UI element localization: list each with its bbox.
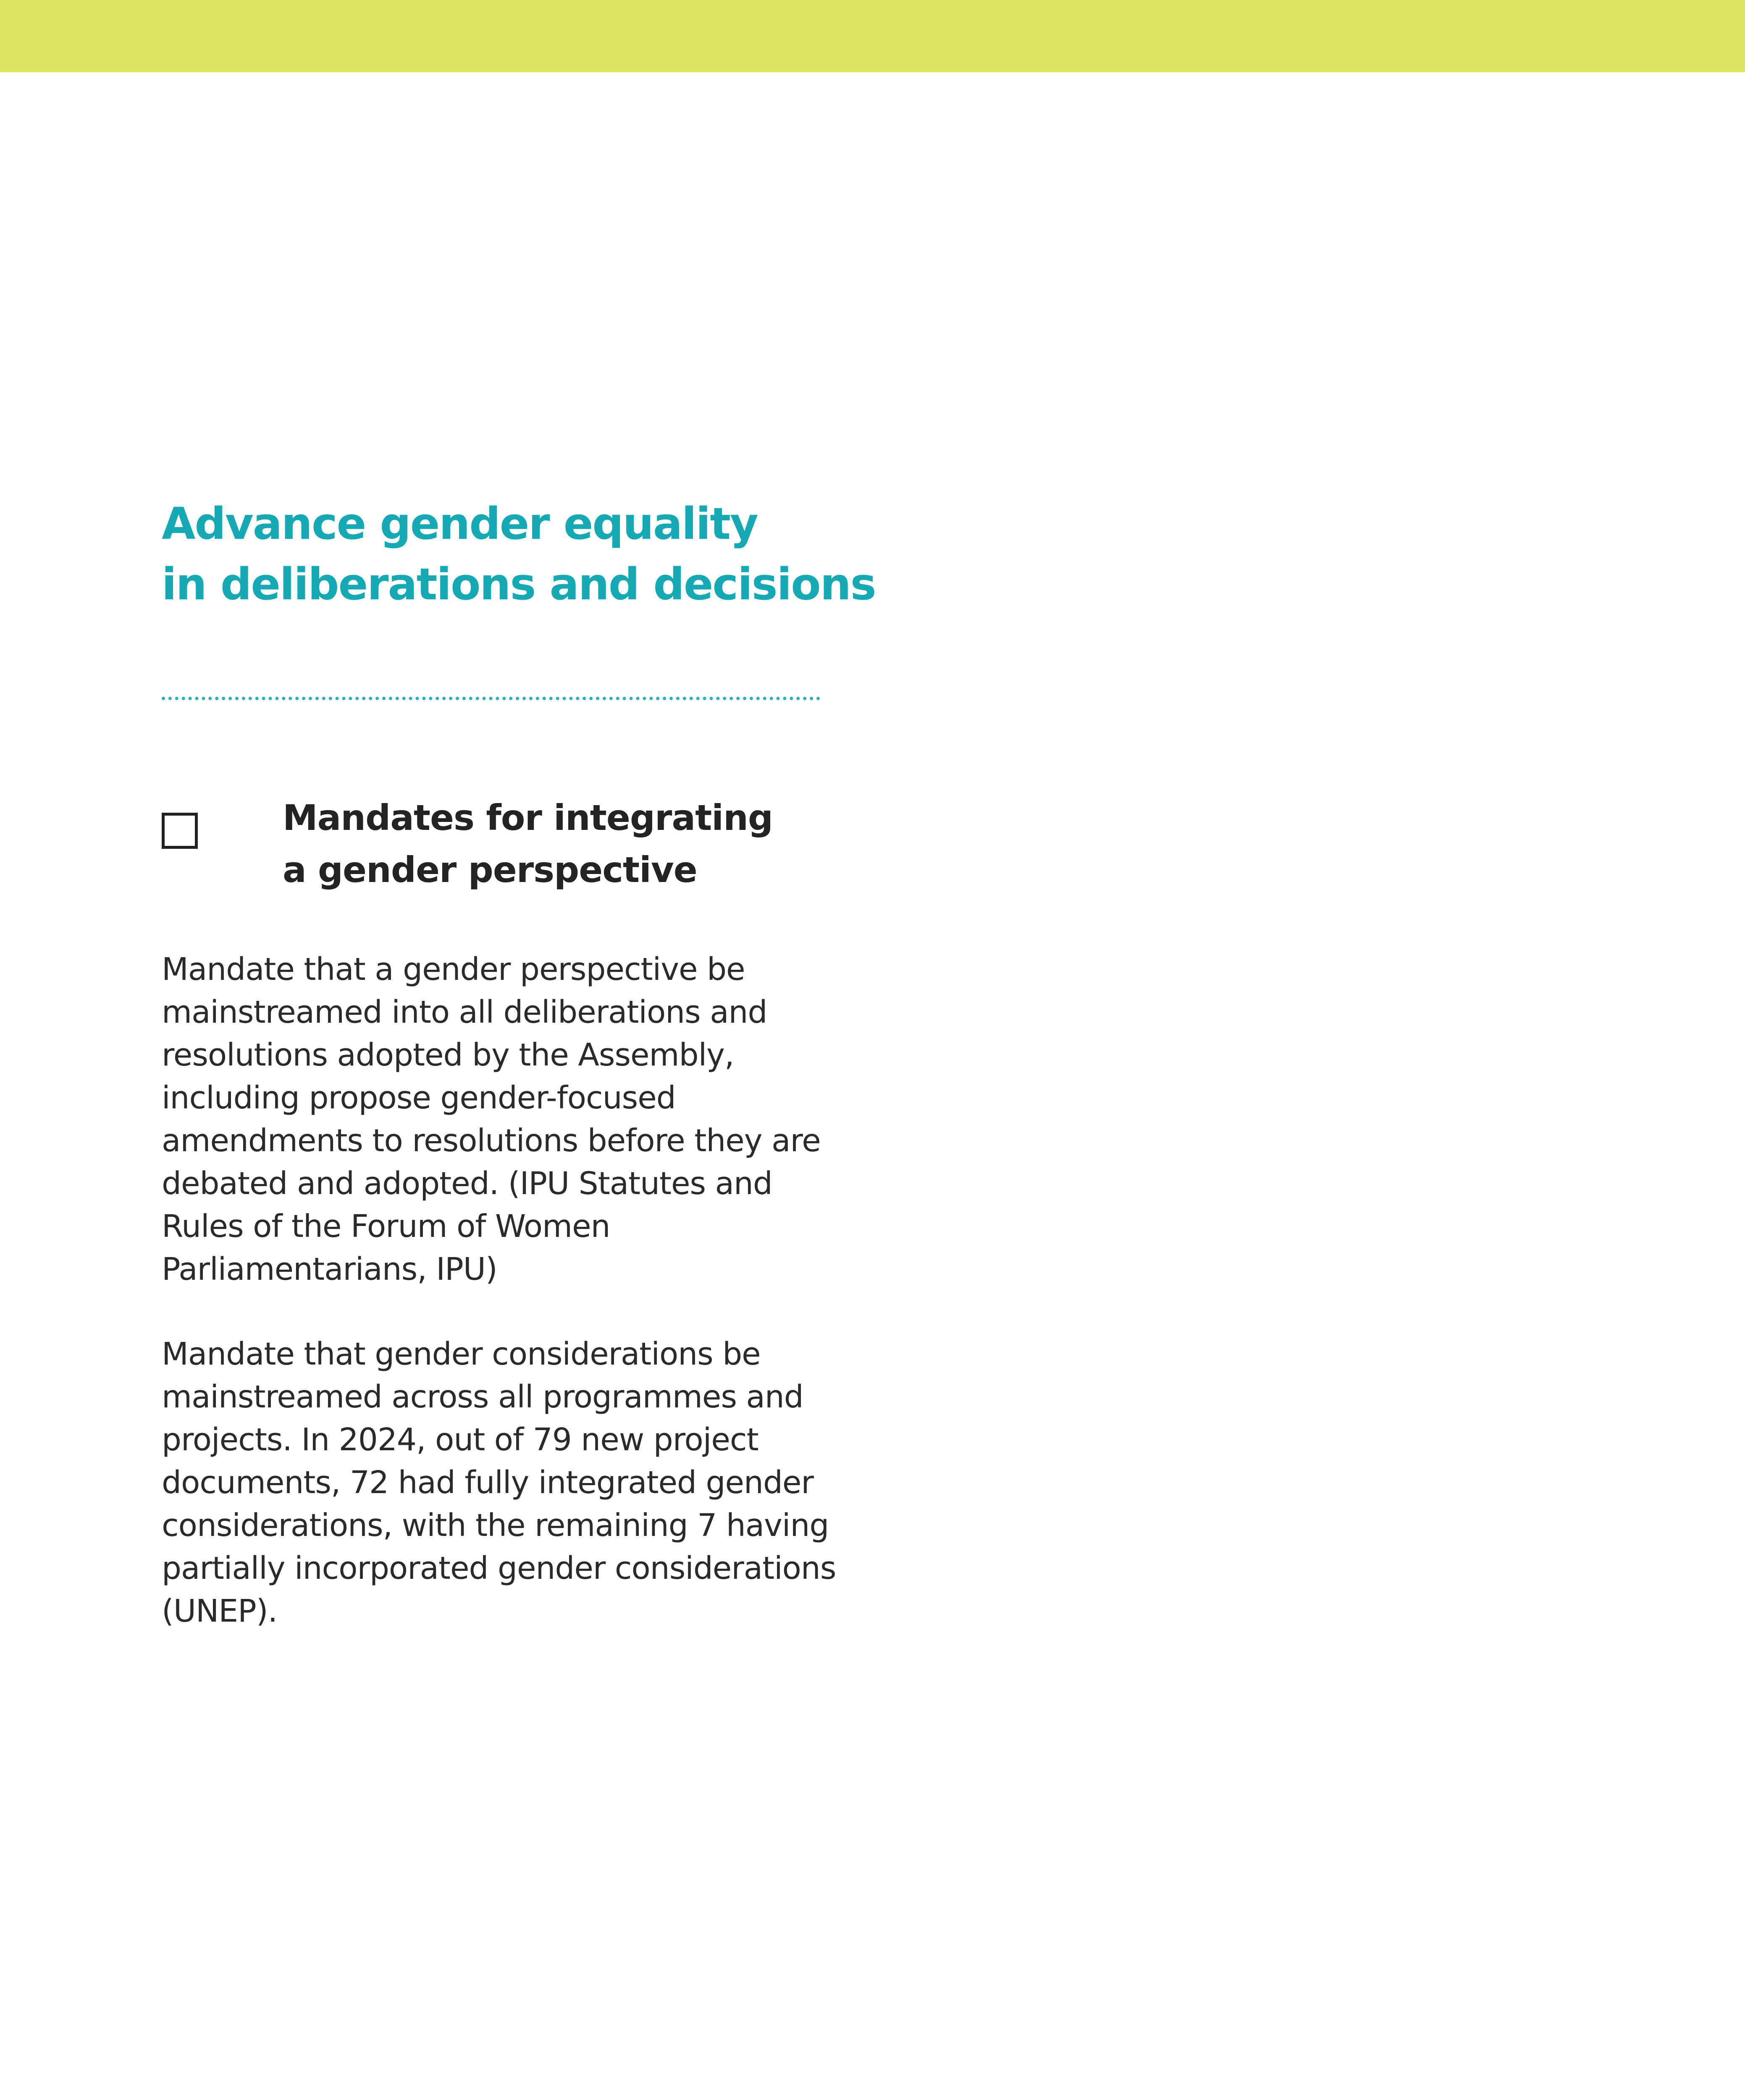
paragraph-line: documents, 72 had fully integrated gender [162, 1465, 813, 1501]
paragraph-line: Mandate that gender considerations be [162, 1336, 761, 1372]
paragraph-line: including propose gender-focused [162, 1080, 676, 1116]
paragraph-line: mainstreamed across all programmes and [162, 1379, 803, 1415]
ipu-mandate-paragraph [162, 948, 901, 1291]
paragraph-line: Rules of the Forum of Women [162, 1208, 610, 1244]
paragraph-line: projects. In 2024, out of 79 new project [162, 1422, 758, 1458]
paragraph-line: mainstreamed into all deliberations and [162, 994, 767, 1030]
section-title-line-2: in deliberations and decisions [162, 559, 876, 610]
paragraph-line: considerations, with the remaining 7 having [162, 1507, 829, 1544]
paragraph-line: Parliamentarians, IPU) [162, 1251, 497, 1287]
paragraph-line: (UNEP). [162, 1593, 278, 1629]
mandates-heading-line-2: a gender perspective [283, 849, 697, 890]
paragraph-line: resolutions adopted by the Assembly, [162, 1037, 734, 1073]
top-color-band [0, 0, 1745, 72]
unep-mandate-paragraph [162, 1333, 901, 1633]
paragraph-line: debated and adopted. (IPU Statutes and [162, 1166, 772, 1202]
mandates-heading [283, 792, 829, 896]
paragraph-line: Mandate that a gender perspective be [162, 951, 745, 987]
empty-checkbox-icon[interactable] [162, 813, 198, 849]
section-title [162, 494, 918, 614]
mandates-heading-line-1: Mandates for integrating [283, 797, 773, 838]
paragraph-line: partially incorporated gender considerations [162, 1550, 836, 1586]
paragraph-line: amendments to resolutions before they are [162, 1123, 821, 1159]
section-title-line-1: Advance gender equality [162, 498, 758, 549]
dotted-divider [162, 697, 820, 700]
